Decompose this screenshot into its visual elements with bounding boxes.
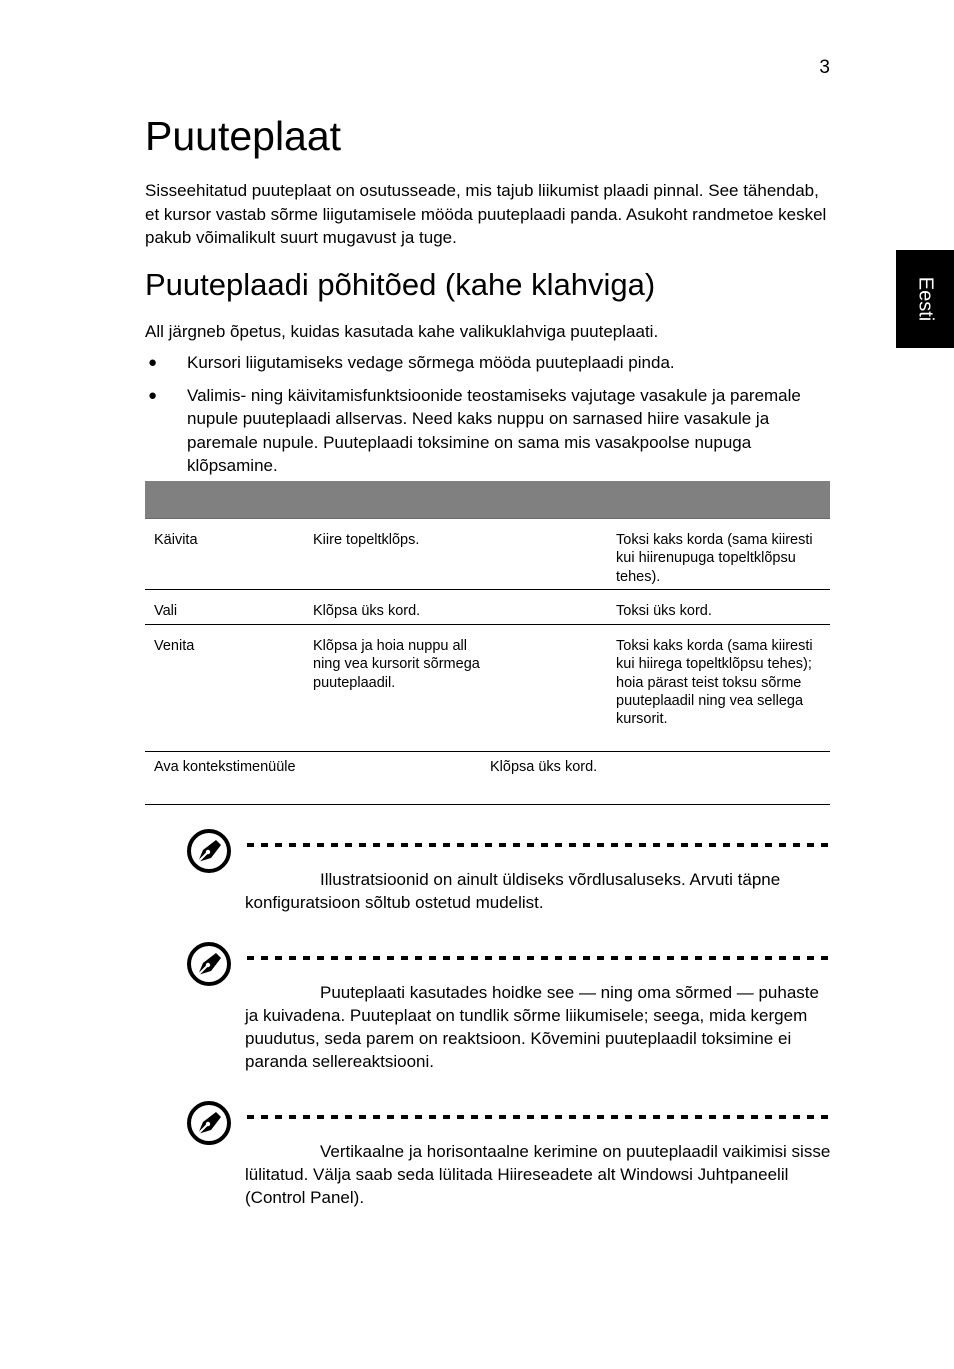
table-cell: Kiire topeltklõps. — [313, 532, 420, 548]
table-cell: Klõpsa üks kord. — [490, 759, 598, 775]
function-table — [145, 481, 830, 805]
note-pen-icon — [186, 1100, 232, 1146]
note-divider — [247, 956, 831, 960]
table-cell: Toksi üks kord. — [616, 603, 712, 619]
table-row — [145, 519, 830, 590]
intro-paragraph: Sisseehitatud puuteplaat on osutusseade, mis tajub liikumist plaadi pinnal. See tähendab, et kursor vastab sõrme liigutamisele mööda puuteplaadi panda. Asukoht randmetoe keskel pakub võimalikult suurt mugavust ja tuge. — [145, 181, 827, 247]
bullet-text: Valimis- ning käivitamisfunktsioonide teostamiseks vajutage vasakule ja paremale nupule puuteplaadi allservas. Need kaks nuppu on sarnased hiire vasakule ja paremale nupule. Puuteplaadi toksimine on sama mis vasakpoolse nupuga klõpsamine. — [187, 385, 801, 475]
table-row — [145, 625, 830, 752]
table-cell: Toksi kaks korda (sama kiiresti kui hiirenupuga topeltklõpsu tehes). — [616, 532, 813, 585]
note-divider — [247, 1115, 831, 1119]
note-text: Vertikaalne ja horisontaalne kerimine on puuteplaadil vaikimisi sisse lülitatud. Välja saab seda lülitada Hiireseadete alt Windowsi Juhtpaneelil (Control Panel). — [245, 1142, 831, 1207]
note-divider — [247, 843, 831, 847]
table-cell: Käivita — [154, 532, 198, 548]
bullet-item — [145, 351, 835, 375]
table-header — [145, 481, 830, 519]
table-row — [145, 590, 830, 625]
bullet-list — [145, 351, 835, 487]
page-title: Puuteplaat — [145, 113, 342, 159]
table-cell: Klõpsa üks kord. — [313, 603, 421, 619]
note-text: Illustratsioonid on ainult üldiseks võrdlusaluseks. Arvuti täpne konfiguratsioon sõltub ostetud mudelist. — [245, 870, 781, 912]
page-number: 3 — [819, 57, 830, 78]
table-cell: Klõpsa ja hoia nuppu all ning vea kursorit sõrmega puuteplaadil. — [313, 638, 480, 691]
table-cell: Toksi kaks korda (sama kiiresti kui hiirega topeltklõpsu tehes); hoia pärast teist toksu sõrme puuteplaadil ning vea sellega kursorit. — [616, 638, 813, 728]
section-title: Puuteplaadi põhitõed (kahe klahviga) — [145, 267, 656, 302]
note-pen-icon — [186, 828, 232, 874]
note-text: Puuteplaati kasutades hoidke see — ning oma sõrmed — puhaste ja kuivadena. Puuteplaat on tundlik sõrme liikumisele; seega, mida kergem puudutus, seda parem on reaktsioon. Kõvemini puuteplaadil toksimine ei paranda sellereaktsiooni. — [245, 983, 819, 1071]
language-tab-label: Eesti — [914, 276, 937, 322]
table-cell: Venita — [154, 638, 195, 654]
bullet-icon: ● — [148, 386, 158, 404]
table-cell: Ava kontekstimenüüle — [154, 759, 296, 775]
bullet-text: Kursori liigutamiseks vedage sõrmega mööda puuteplaadi pinda. — [187, 353, 675, 372]
table-cell: Vali — [154, 603, 178, 619]
note-pen-icon — [186, 941, 232, 987]
bullet-icon: ● — [148, 354, 158, 371]
section-lead: All järgneb õpetus, kuidas kasutada kahe valikuklahviga puuteplaati. — [145, 322, 659, 341]
bullet-item — [145, 384, 835, 478]
table-row — [145, 752, 830, 805]
language-tab — [896, 250, 954, 348]
